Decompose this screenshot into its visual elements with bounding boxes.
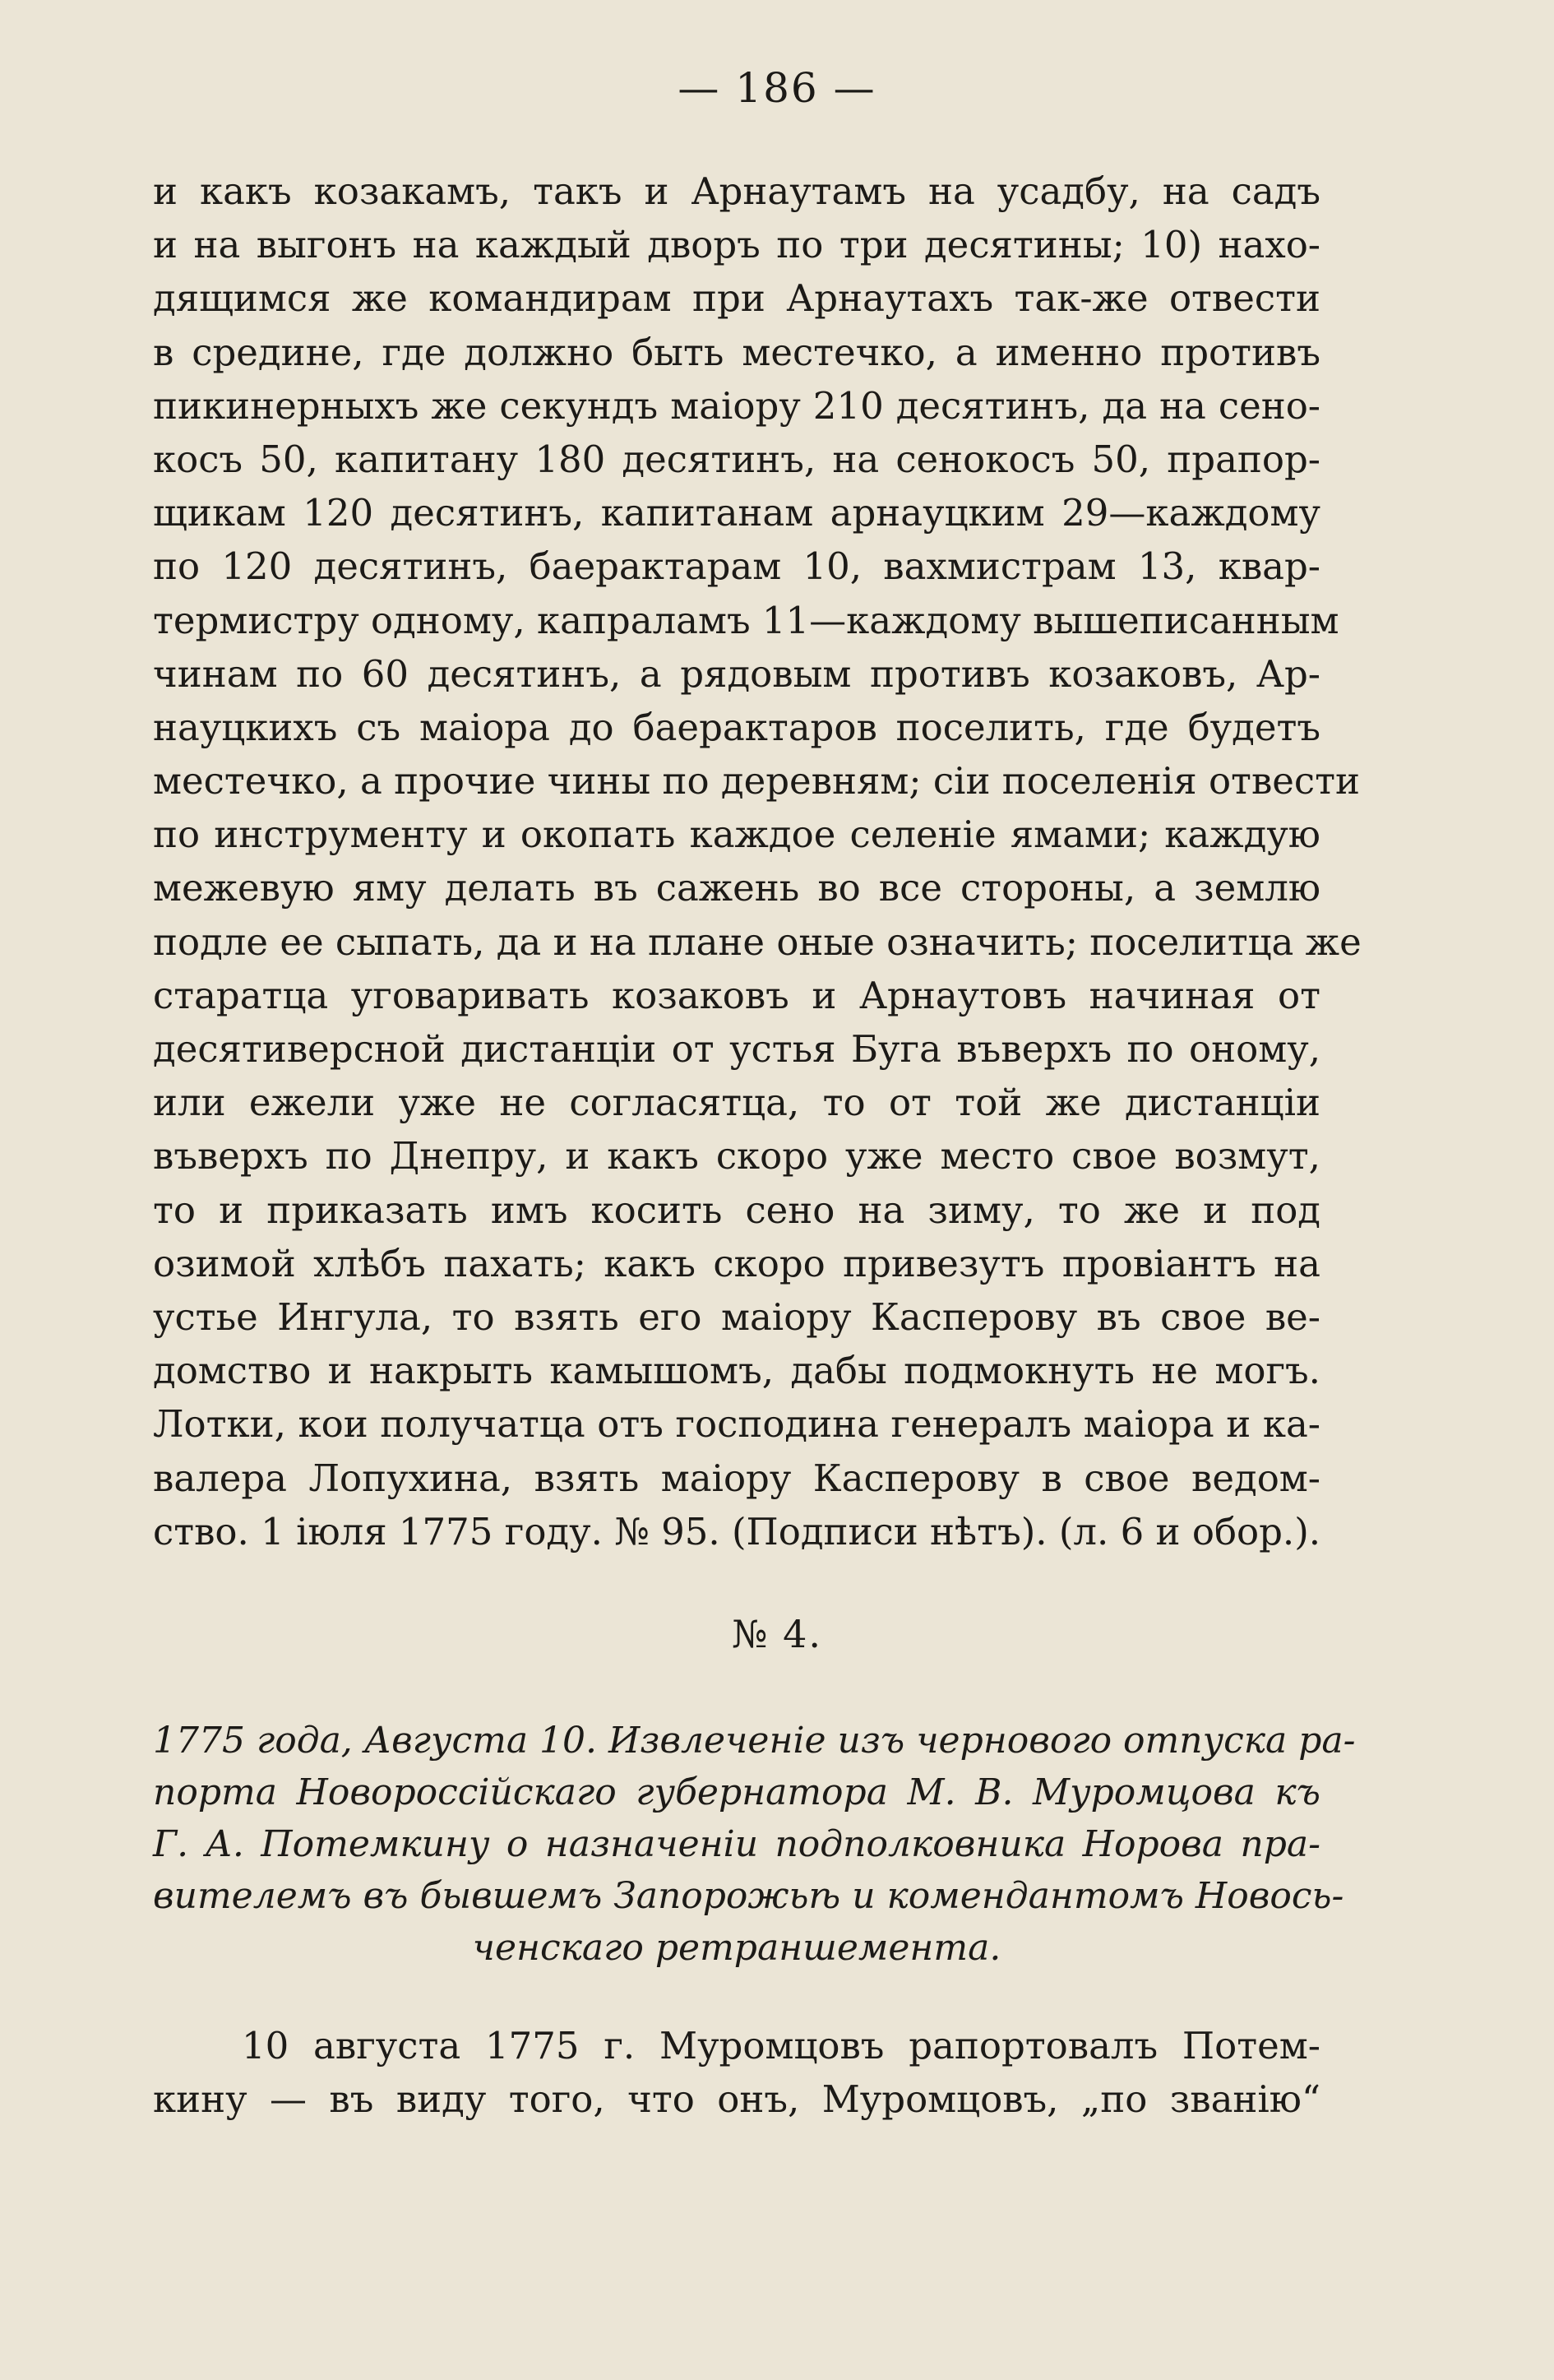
document-number: № 4. xyxy=(731,1612,823,1656)
text-line: въверхъ по Днепру, и какъ скоро уже место свое возмут, xyxy=(153,1134,1320,1178)
text-line: по инструменту и окопать каждое селеніе ямами; каждую xyxy=(153,813,1320,857)
text-line: валера Лопухина, взять маіору Касперову в свое ведом- xyxy=(153,1456,1320,1500)
heading-line: вителемъ въ бывшемъ Запорожьѣ и комендантомъ Новось- xyxy=(153,1875,1344,1917)
text-line: чинам по 60 десятинъ, а рядовым противъ козаковъ, Ар- xyxy=(153,651,1320,696)
text-line: термистру одному, капраламъ 11—каждому вышеписанным xyxy=(153,598,1339,642)
text-line: или ежели уже не согласятца, то от той же дистанціи xyxy=(153,1081,1320,1125)
text-line: по 120 десятинъ, баерактарам 10, вахмистрам 13, квар- xyxy=(153,544,1320,589)
text-line: то и приказать имъ косить сено на зиму, то же и под xyxy=(153,1188,1320,1232)
text-line: устье Ингула, то взять его маіору Касперову въ свое ве- xyxy=(153,1294,1320,1339)
text-line: озимой хлѣбъ пахать; какъ скоро привезутъ провіантъ на xyxy=(153,1241,1320,1285)
page-number: — 186 — xyxy=(678,64,876,112)
text-line: пикинерныхъ же секундъ маіору 210 десятинъ, да на сено- xyxy=(153,383,1320,428)
second-paragraph xyxy=(153,2019,1320,2126)
text-line: косъ 50, капитану 180 десятинъ, на сенокосъ 50, прапор- xyxy=(153,437,1320,481)
main-paragraph xyxy=(153,164,1362,1558)
text-line: подле ее сыпать, да и на плане оные означить; поселитца же xyxy=(153,919,1362,964)
text-line: щикам 120 десятинъ, капитанам арнауцким 29—каждому xyxy=(153,491,1320,535)
text-line: местечко, а прочие чины по деревням; сіи поселенія отвести xyxy=(153,759,1360,803)
text-line: в средине, где должно быть местечко, а именно противъ xyxy=(153,330,1320,374)
text-line: ство. 1 іюля 1775 году. № 95. (Подписи нѣтъ). (л. 6 и обор.). xyxy=(153,1509,1321,1553)
text-line: домство и накрыть камышомъ, дабы подмокнуть не могъ. xyxy=(153,1349,1320,1393)
text-line: 10 августа 1775 г. Муромцовъ рапортовалъ Потем- xyxy=(242,2024,1320,2067)
heading-line: порта Новороссійскаго губернатора М. В. Муромцова къ xyxy=(153,1771,1320,1813)
text-line: дящимся же командирам при Арнаутахъ так-же отвести xyxy=(153,276,1320,321)
text-line: и на выгонъ на каждый дворъ по три десятины; 10) нахо- xyxy=(153,223,1320,267)
text-line: Лотки, кои получатца отъ господина генералъ маіора и ка- xyxy=(153,1402,1320,1447)
text-line: десятиверсной дистанціи от устья Буга въверхъ по оному, xyxy=(153,1027,1320,1071)
heading-line: 1775 года, Августа 10. Извлеченіе изъ чернового отпуска ра- xyxy=(153,1720,1356,1762)
text-line: и какъ козакамъ, такъ и Арнаутамъ на усадбу, на садъ xyxy=(153,169,1320,213)
heading-line: Г. А. Потемкину о назначеніи подполковника Норова пра- xyxy=(153,1823,1320,1865)
heading-line: ченскаго ретраншемента. xyxy=(472,1927,1001,1969)
text-line: науцкихъ съ маіора до баерактаров поселить, где будетъ xyxy=(153,705,1320,749)
text-line: кину — въ виду того, что онъ, Муромцовъ, „по званію“ xyxy=(153,2077,1320,2122)
text-line: межевую яму делать въ сажень во все стороны, а землю xyxy=(153,866,1320,910)
document-heading xyxy=(153,1715,1356,1974)
text-line: старатца уговаривать козаковъ и Арнаутовъ начиная от xyxy=(153,973,1320,1017)
